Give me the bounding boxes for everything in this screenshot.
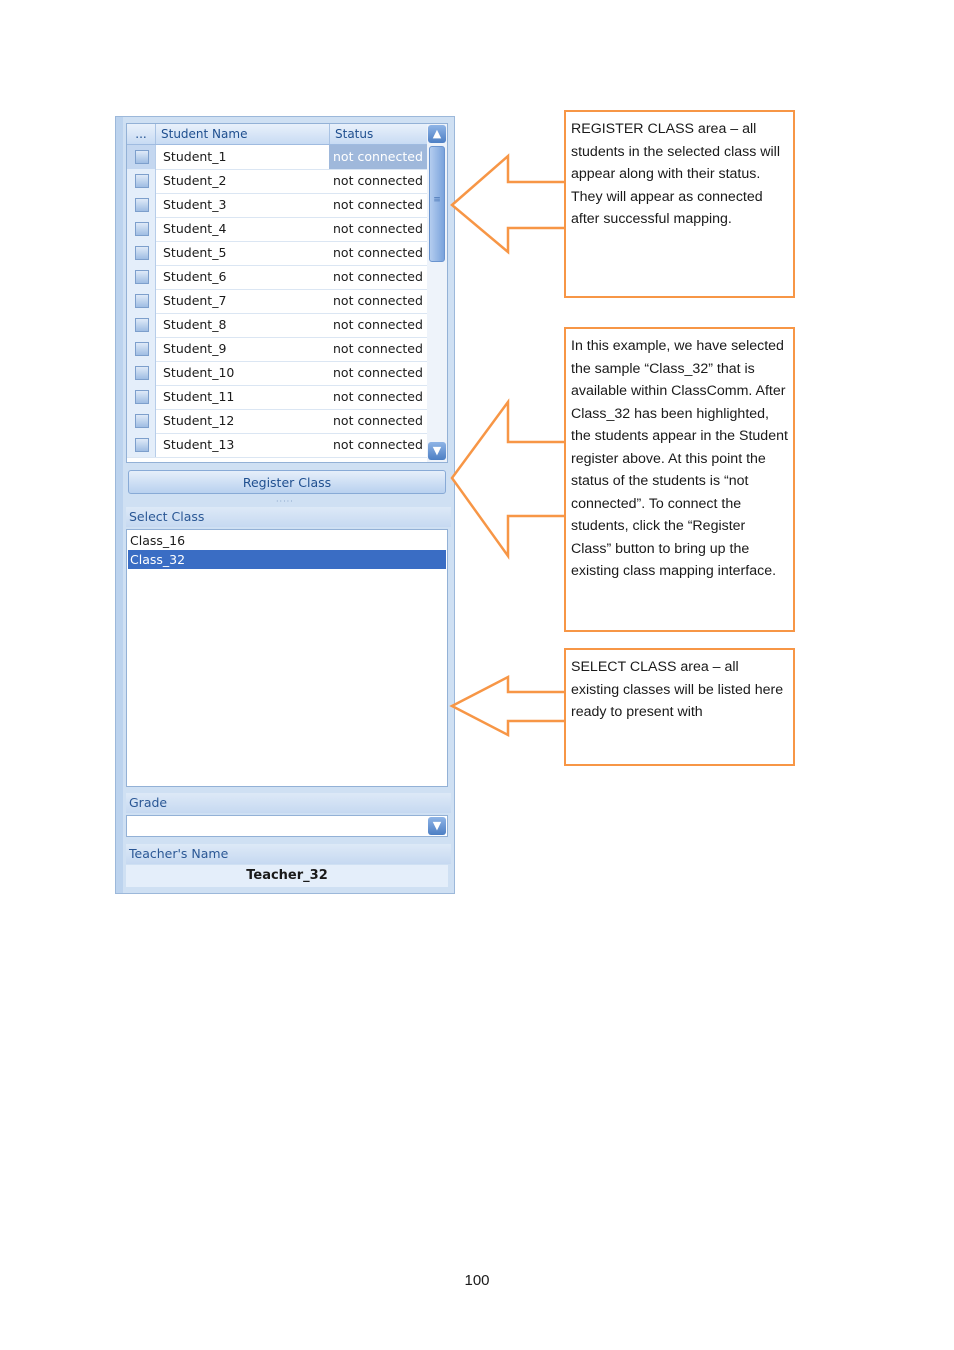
student-name: Student_3 — [163, 197, 227, 212]
grade-label: Grade — [126, 793, 451, 813]
student-status: not connected — [333, 221, 423, 236]
student-status: not connected — [333, 317, 423, 332]
chevron-down-icon[interactable]: ▼ — [428, 442, 446, 460]
student-name-column-header[interactable]: Student Name — [161, 127, 248, 141]
student-name: Student_13 — [163, 437, 235, 452]
page-number: 100 — [464, 1272, 490, 1289]
student-name: Student_10 — [163, 365, 235, 380]
arrow-select-class — [452, 677, 566, 735]
student-name: Student_12 — [163, 413, 235, 428]
student-status: not connected — [333, 389, 423, 404]
arrow-register-button — [452, 402, 566, 556]
student-status: not connected — [333, 365, 423, 380]
student-status: not connected — [333, 341, 423, 356]
callout-register-class: REGISTER CLASS area – all students in the selected class will appear along with their status. They will appear as connected after successful mapping. — [564, 110, 795, 298]
student-name: Student_5 — [163, 245, 227, 260]
register-class-button[interactable]: Register Class — [128, 470, 446, 494]
chevron-up-icon[interactable]: ▲ — [428, 125, 446, 143]
student-name: Student_2 — [163, 173, 227, 188]
student-status: not connected — [333, 245, 423, 260]
student-status: not connected — [333, 269, 423, 284]
callout-example: In this example, we have selected the sample “Class_32” that is available within ClassComm. After Class_32 has been highlighted, the students appear in the Student register above. At this point the status of the students is “not connected”. To connect the students, click the “Register Class” button to bring up the existing class mapping interface. — [564, 327, 795, 632]
callout-select-class: SELECT CLASS area – all existing classes will be listed here ready to present with — [564, 648, 795, 766]
teacher-name-value: Teacher_32 — [126, 865, 448, 887]
grip-icon: ≡ — [433, 195, 441, 205]
arrow-register-grid — [452, 156, 566, 252]
student-status: not connected — [333, 197, 423, 212]
student-status: not connected — [333, 173, 423, 188]
student-name: Student_7 — [163, 293, 227, 308]
class-list-item[interactable]: Class_16 — [130, 533, 186, 548]
student-status: not connected — [333, 413, 423, 428]
student-name: Student_4 — [163, 221, 227, 236]
student-name: Student_8 — [163, 317, 227, 332]
student-status: not connected — [333, 437, 423, 452]
student-name: Student_6 — [163, 269, 227, 284]
class-list-item[interactable]: Class_32 — [128, 550, 446, 569]
student-name: Student_1 — [163, 149, 227, 164]
student-status: not connected — [329, 145, 427, 169]
student-status: not connected — [333, 293, 423, 308]
row-selector-header[interactable]: ... — [127, 124, 156, 144]
splitter-grip[interactable]: ····· — [276, 497, 294, 506]
select-class-label: Select Class — [126, 507, 451, 527]
student-name: Student_11 — [163, 389, 235, 404]
teacher-name-label: Teacher's Name — [126, 844, 451, 864]
status-column-header[interactable]: Status — [335, 127, 374, 141]
chevron-down-icon[interactable]: ▼ — [428, 817, 446, 835]
student-name: Student_9 — [163, 341, 227, 356]
